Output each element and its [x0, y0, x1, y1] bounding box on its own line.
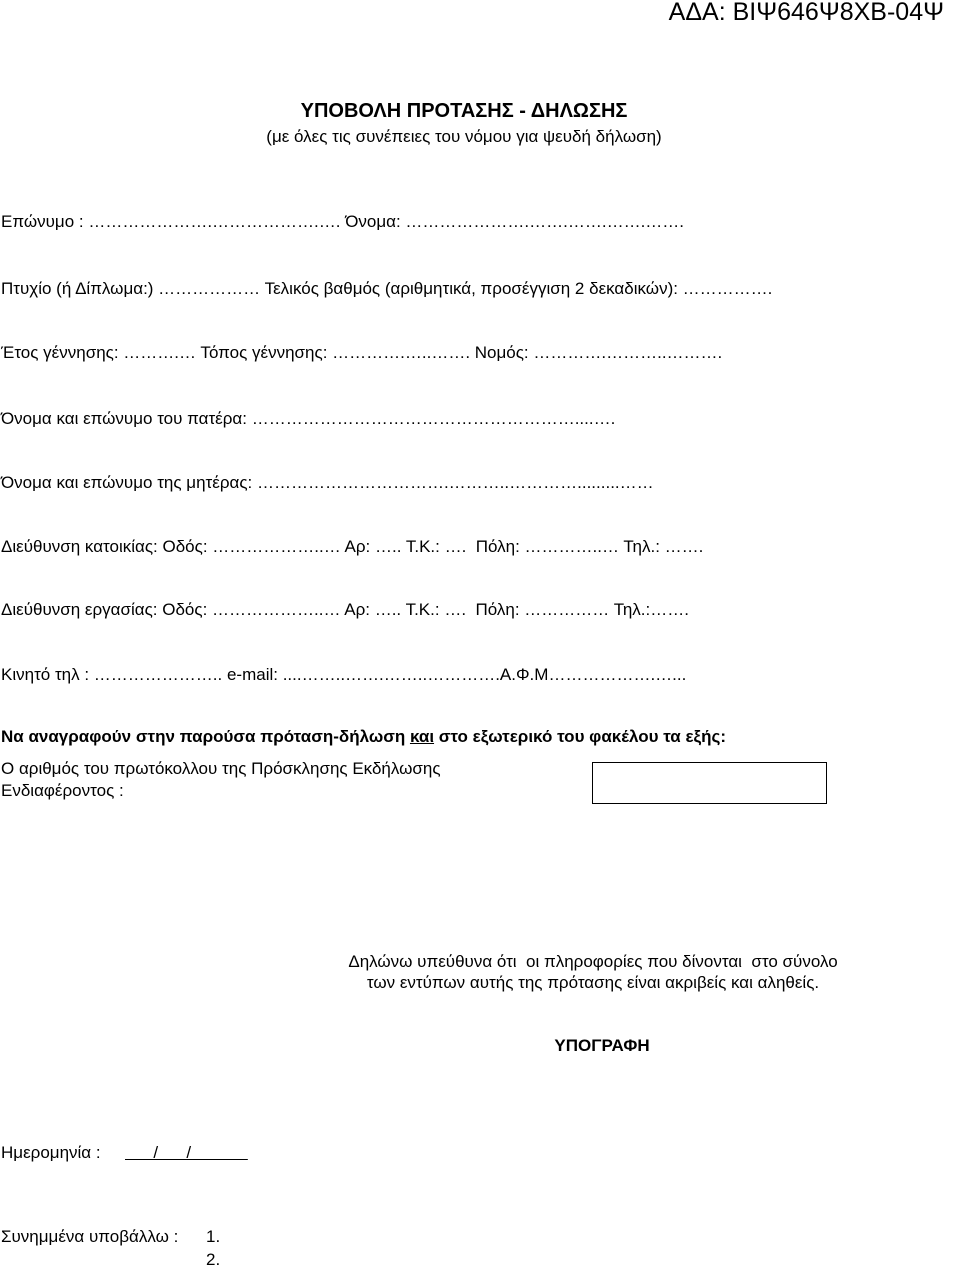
- ada-code: ΑΔΑ: ΒΙΨ646Ψ8ΧΒ-04Ψ: [668, 0, 944, 26]
- instruction-before: Να αναγραφούν στην παρούσα πρόταση-δήλωση: [1, 727, 410, 746]
- form-title: ΥΠΟΒΟΛΗ ΠΡΟΤΑΣΗΣ - ΔΗΛΩΣΗΣ: [300, 100, 628, 122]
- attachments-label: Συνημμένα υποβάλλω :: [1, 1227, 179, 1246]
- form-subtitle: (με όλες τις συνέπειες του νόμου για ψευδή δήλωση): [266, 127, 662, 146]
- protocol-label: Ο αριθμός του πρωτόκολλου της Πρόσκλησης Εκδήλωσης Ενδιαφέροντος :: [1, 759, 441, 800]
- degree-field[interactable]: Πτυχίο (ή Δίπλωμα:) ……………… Τελικός βαθμός (αριθμητικά, προσέγγιση 2 δεκαδικών): …………….: [1, 279, 773, 298]
- birth-field[interactable]: Έτος γέννησης: ……….… Τόπος γέννησης: ………….…..……. Νομός: ………….………..……….: [1, 343, 723, 362]
- mobile-email-field[interactable]: Κινητό τηλ : ………………….. e-mail: ....……..…….……..………….Α.Φ.Μ……………….…...: [1, 665, 687, 684]
- surname-name-field[interactable]: Επώνυμο : ………………….……………….…. Όνομα: ………………….…….…….…….…….: [1, 212, 685, 231]
- instruction-underlined: και: [409, 727, 435, 746]
- protocol-number-box[interactable]: [592, 762, 827, 804]
- signature-label: ΥΠΟΓΡΑΦΗ: [554, 1036, 650, 1055]
- instruction-text: [1, 727, 726, 747]
- date-blank[interactable]: / /: [125, 1143, 248, 1162]
- home-address-field[interactable]: Διεύθυνση κατοικίας: Οδός: ………………..… Αρ: ….. Τ.Κ.: …. Πόλη: …………..… Τηλ.: …….: [1, 537, 704, 556]
- mother-name-field[interactable]: Όνομα και επώνυμο της μητέρας: …………………………….………..………….........……: [1, 473, 654, 492]
- declaration-line-1: Δηλώνω υπεύθυνα ότι οι πληροφορίες που δίνονται στο σύνολο: [348, 952, 838, 971]
- date-label: Ημερομηνία :: [1, 1143, 101, 1162]
- work-address-field[interactable]: Διεύθυνση εργασίας: Οδός: ………………..… Αρ: ….. Τ.Κ.: …. Πόλη: …………… Τηλ.:…….: [1, 600, 689, 619]
- instruction-after: στο εξωτερικό του φακέλου τα εξής:: [434, 727, 727, 746]
- declaration-line-2: των εντύπων αυτής της πρότασης είναι ακριβείς και αληθείς.: [366, 973, 820, 992]
- attachment-item: 2.: [206, 1250, 221, 1269]
- attachment-item: 1.: [206, 1227, 221, 1246]
- father-name-field[interactable]: Όνομα και επώνυμο του πατέρα: …………………………………………………....….: [1, 409, 616, 428]
